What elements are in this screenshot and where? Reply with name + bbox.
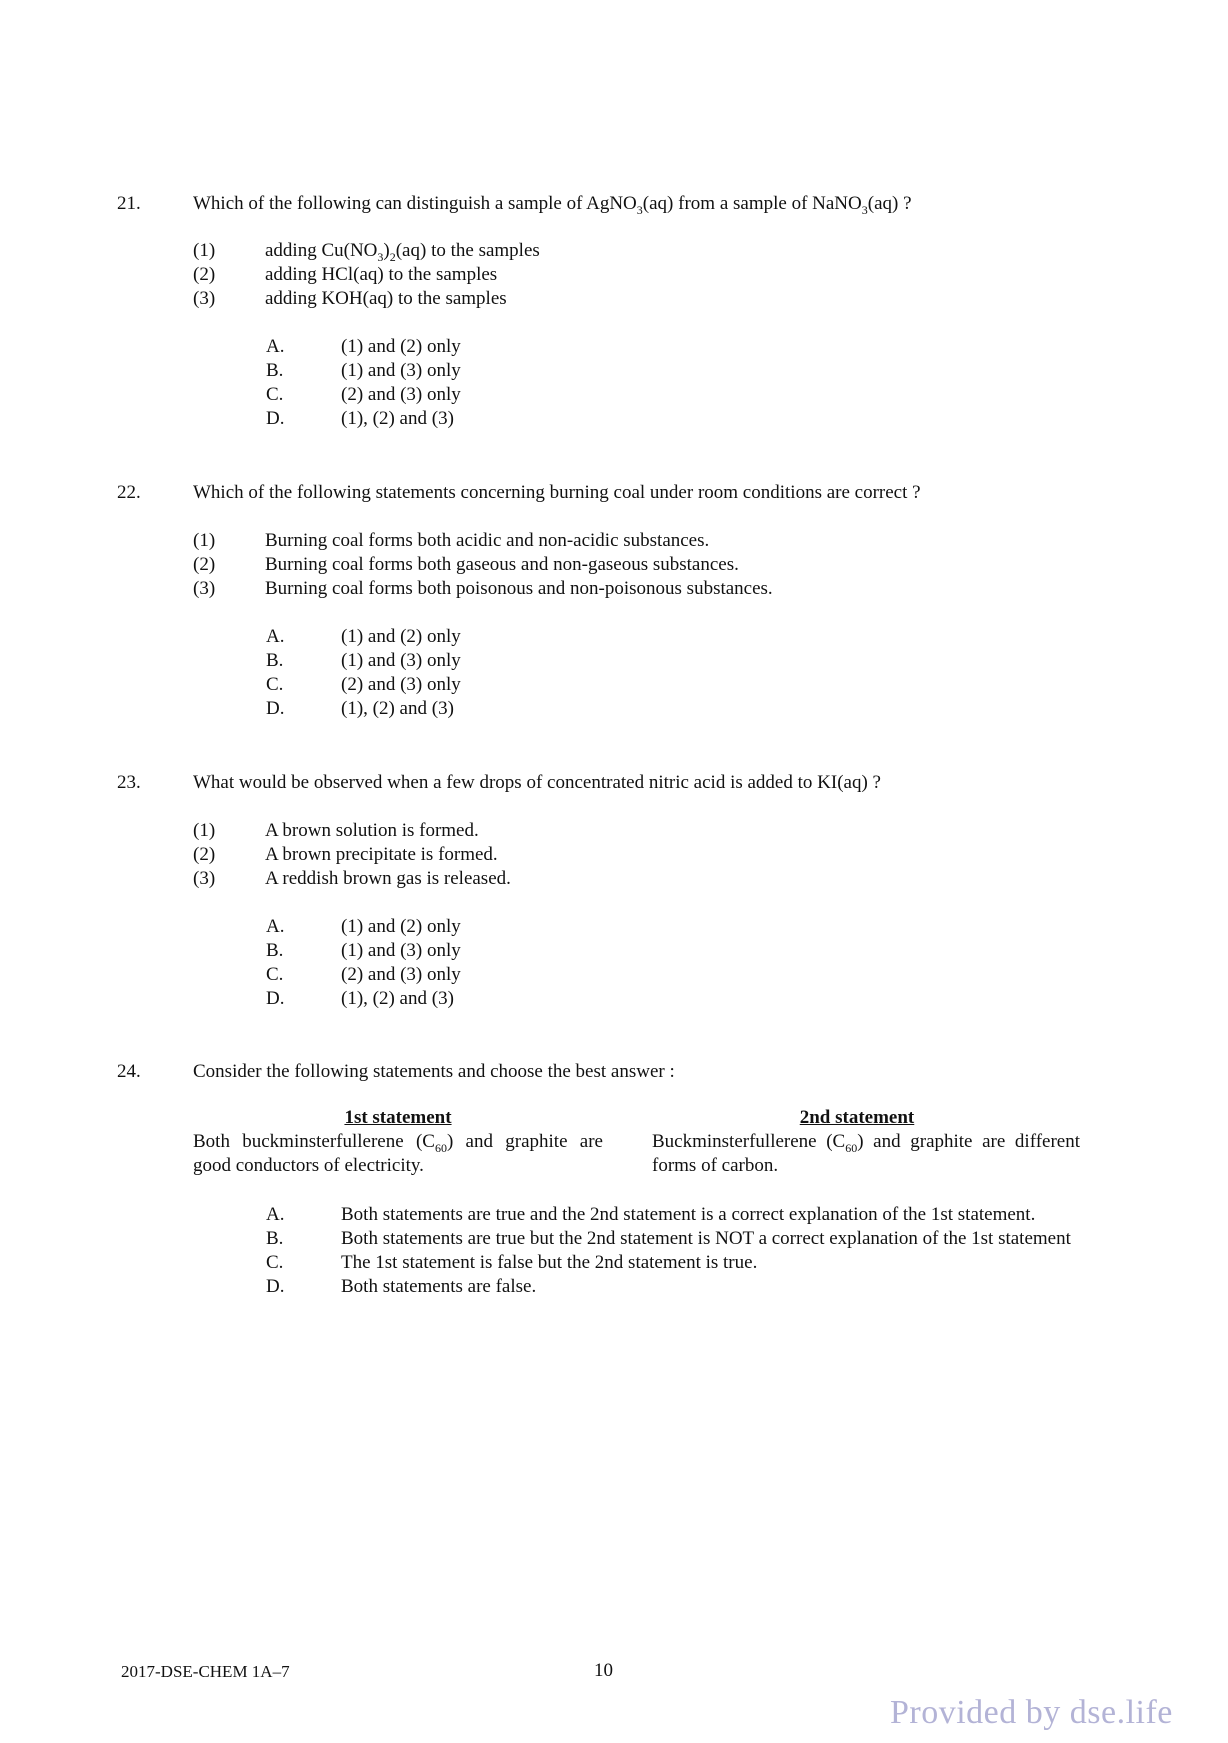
option-text: adding KOH(aq) to the samples: [265, 288, 507, 309]
choice-letter: D.: [266, 408, 285, 429]
choice-text: (1), (2) and (3): [341, 988, 454, 1009]
choice-text: (1), (2) and (3): [341, 698, 454, 719]
option-text: A brown solution is formed.: [265, 820, 479, 841]
question-number: 24.: [117, 1061, 141, 1082]
choice-letter: A.: [266, 336, 285, 357]
choice-text: (1) and (2) only: [341, 336, 461, 357]
question-number: 22.: [117, 482, 141, 503]
choice-text: (1) and (2) only: [341, 916, 461, 937]
choice-text: (1), (2) and (3): [341, 408, 454, 429]
choice-letter: A.: [266, 626, 285, 647]
option-number: (3): [193, 868, 216, 889]
choice-text: The 1st statement is false but the 2nd statement is true.: [341, 1252, 758, 1273]
choice-letter: D.: [266, 698, 285, 719]
question-stem: What would be observed when a few drops of concentrated nitric acid is added to KI(aq) ?: [193, 772, 881, 793]
choice-letter: D.: [266, 988, 285, 1009]
option-text: A reddish brown gas is released.: [265, 868, 511, 889]
choice-letter: A.: [266, 1204, 285, 1225]
option-number: (3): [193, 578, 216, 599]
choice-letter: B.: [266, 1228, 284, 1249]
choice-letter: B.: [266, 940, 284, 961]
choice-text: Both statements are false.: [341, 1276, 537, 1297]
option-text: adding HCl(aq) to the samples: [265, 264, 498, 285]
choice-text: (2) and (3) only: [341, 384, 461, 405]
statement-1-text: Both buckminsterfullerene $(C_{60})$ and graphite are good conductors of electricity.: [193, 1131, 603, 1176]
choice-letter: C.: [266, 384, 284, 405]
choice-letter: D.: [266, 1276, 285, 1297]
question-stem: Which of the following statements concerning burning coal under room conditions are correct ?: [193, 482, 921, 503]
question-number: 23.: [117, 772, 141, 793]
choice-letter: C.: [266, 964, 284, 985]
option-number: (2): [193, 554, 216, 575]
option-number: (1): [193, 820, 216, 841]
option-number: (1): [193, 530, 216, 551]
option-text: A brown precipitate is formed.: [265, 844, 498, 865]
choice-text: (1) and (3) only: [341, 940, 461, 961]
choice-letter: B.: [266, 650, 284, 671]
choice-text: (1) and (3) only: [341, 650, 461, 671]
choice-text: (1) and (2) only: [341, 626, 461, 647]
statement-2-text: Buckminsterfullerene $(C_{60})$ and graphite are different forms of carbon.: [652, 1131, 1080, 1176]
choice-letter: C.: [266, 674, 284, 695]
choice-text: (2) and (3) only: [341, 964, 461, 985]
statement-1-heading: 1st statement: [344, 1107, 452, 1128]
paper-code: 2017-DSE-CHEM 1A–7: [121, 1662, 290, 1681]
option-number: (1): [193, 240, 216, 261]
option-text: Burning coal forms both poisonous and non-poisonous substances.: [265, 578, 773, 599]
option-number: (3): [193, 288, 216, 309]
choice-text: (2) and (3) only: [341, 674, 461, 695]
choice-text: Both statements are true and the 2nd statement is a correct explanation of the 1st statement.: [341, 1204, 1036, 1225]
option-number: (2): [193, 264, 216, 285]
option-text: adding $Cu(NO_3)_2(aq)$ to the samples: [265, 240, 540, 264]
page-number: 10: [594, 1660, 613, 1681]
choice-letter: C.: [266, 1252, 284, 1273]
choice-text: Both statements are true but the 2nd statement is NOT a correct explanation of the 1st statement: [341, 1228, 1071, 1249]
option-text: Burning coal forms both acidic and non-acidic substances.: [265, 530, 710, 551]
watermark: Provided by dse.life: [890, 1694, 1173, 1731]
option-text: Burning coal forms both gaseous and non-gaseous substances.: [265, 554, 739, 575]
question-stem: Which of the following can distinguish a sample of AgNO$_3$(aq) from a sample of NaNO$_3$(aq) ?: [193, 193, 912, 217]
choice-letter: A.: [266, 916, 285, 937]
choice-text: (1) and (3) only: [341, 360, 461, 381]
question-number: 21.: [117, 193, 141, 214]
choice-letter: B.: [266, 360, 284, 381]
question-stem: Consider the following statements and choose the best answer :: [193, 1061, 675, 1082]
statement-2-heading: 2nd statement: [799, 1107, 915, 1128]
option-number: (2): [193, 844, 216, 865]
